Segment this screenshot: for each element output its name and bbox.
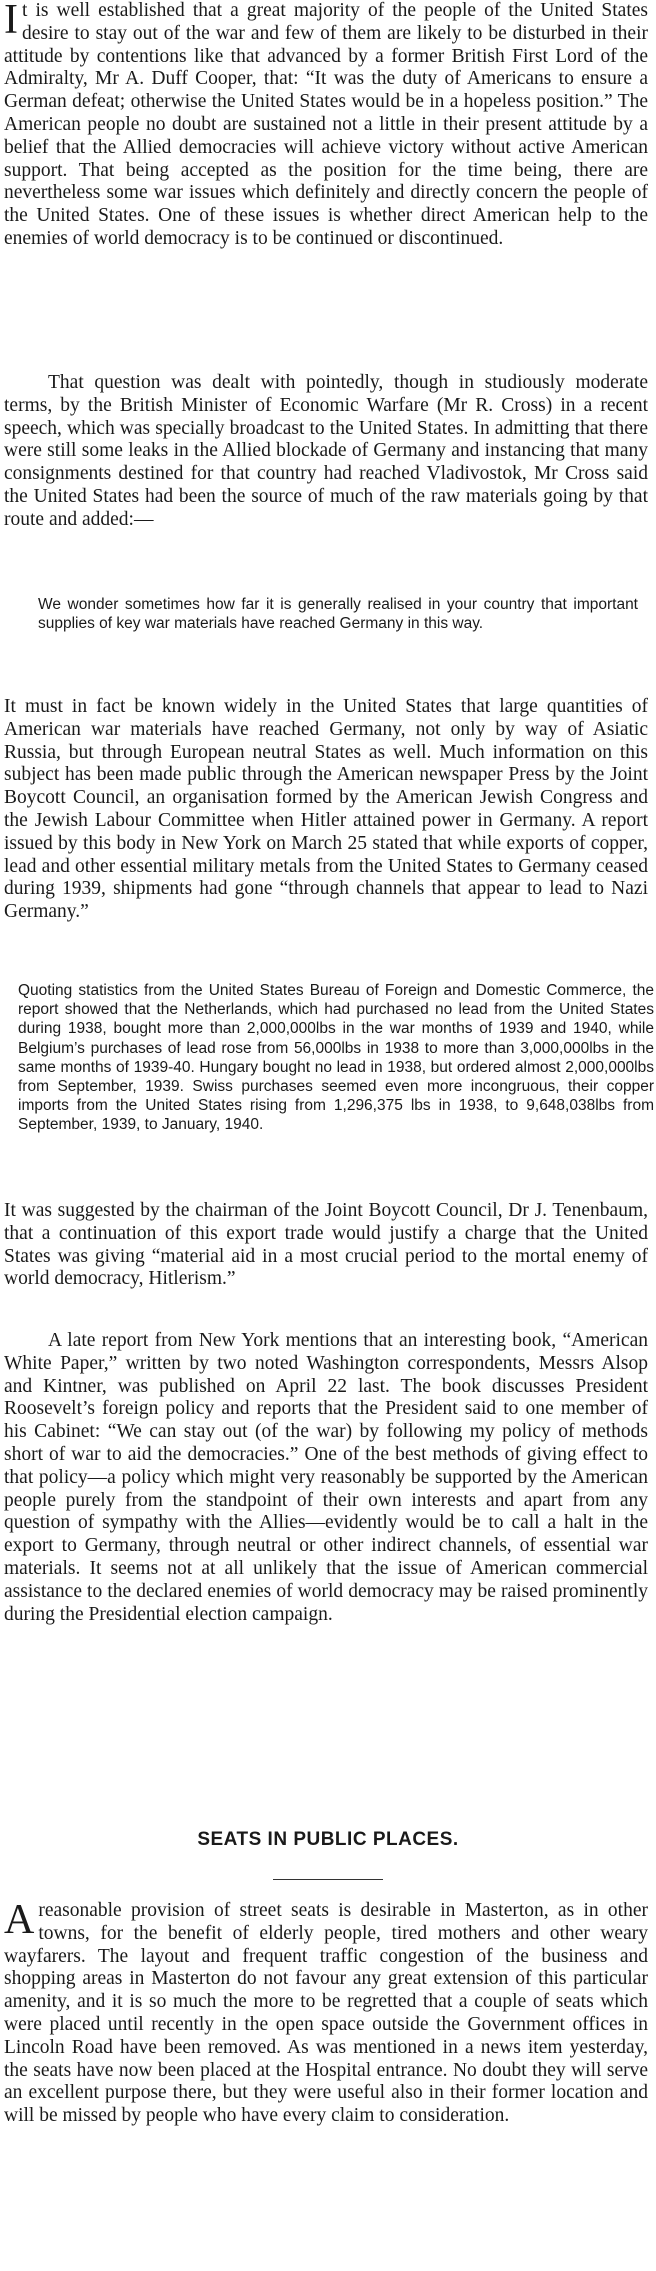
statistics-quote: Quoting statistics from the United States Bureau of Foreign and Domestic Commerce, the report showed that the Netherlands, which had purchased no lead from the United States during 1938, bought more than 2,000,000lbs in the war months of 1939 and 1940, while Belgium’s purchases of lead rose from 56,000lbs in 1938 to more than 3,000,000lbs in the same months of 1939-40. Hungary bought no lead in 1938, but ordered almost 2,000,000lbs from September, 1939. Swiss purchases seemed even more incongruous, their copper imports from the United States rising from 1,296,375 lbs in 1938, to 9,648,038lbs from September, 1939, to January, 1940. [18, 982, 654, 1134]
article1-paragraph-3: It must in fact be known widely in the United States that large quantities of American war materials have reached Germany, not only by way of Asiatic Russia, but through European neutral States as well. Much information on this subject has been made public through the American newspaper Press by the Joint Boycott Council, an organisation formed by the American Jewish Congress and the Jewish Labour Committee when Hitler attained power in Germany. A report issued by this body in New York on March 25 stated that while exports of copper, lead and other essential military metals from the United States to Germany ceased during 1939, shipments had gone “through channels that appear to lead to Nazi Germany.” [4, 696, 648, 923]
article1-paragraph-5: A late report from New York mentions that an interesting book, “American White Paper,” written by two noted Washington correspondents, Messrs Alsop and Kintner, was published on April 22 last. The book discusses President Roosevelt’s foreign policy and reports that the President said to one member of his Cabinet: “We can stay out (of the war) by following my policy of methods short of war to aid the democracies.” One of the best methods of giving effect to that policy—a policy which might very reasonably be supported by the American people purely from the standpoint of their own interests and apart from any question of sympathy with the Allies—evidently would be to call a halt in the export to Germany, through neutral or other indirect channels, of essential war materials. It seems not at all unlikely that the issue of American commercial assistance to the declared enemies of world democracy may be raised prominently during the Presidential election campaign. [4, 1330, 648, 1625]
article2-heading: SEATS IN PUBLIC PLACES. [197, 1829, 459, 1850]
heading-rule [273, 1879, 383, 1880]
article1-paragraph-1: It is well established that a great majority of the people of the United States desire to stay out of the war and few of them are likely to be disturbed in their attitude by contentions like that advanced by a former British First Lord of the Admiralty, Mr A. Duff Cooper, that: “It was the duty of Americans to ensure a German defeat; otherwise the United States would be in a hopeless position.” The American people no doubt are sustained not a little in their present attitude by a belief that the Allied democracies will achieve victory without active American support. That being accepted as the position for the time being, there are nevertheless some war issues which definitely and directly concern the people of the United States. One of these issues is whether direct American help to the enemies of world democracy is to be continued or discontinued. [4, 0, 648, 249]
article2-paragraph-1: Areasonable provision of street seats is desirable in Masterton, as in other towns, for the benefit of elderly people, tired mothers and other weary wayfarers. The layout and frequent traffic congestion of the business and shopping areas in Masterton do not favour any great extension of this particular amenity, and it is so much the more to be regretted that a couple of seats which were placed until recently in the open space outside the Government offices in Lincoln Road have been removed. As was mentioned in a news item yesterday, the seats have now been placed at the Hospital entrance. No doubt they will serve an excellent purpose there, but they were useful also in their former location and will be missed by people who have every claim to consideration. [4, 1897, 648, 2127]
article1-paragraph-2: That question was dealt with pointedly, though in studiously moderate terms, by the British Minister of Economic Warfare (Mr R. Cross) in a recent speech, which was specially broadcast to the United States. In admitting that there were still some leaks in the Allied blockade of Germany and instancing that many consignments destined for that country had reached Vladivostok, Mr Cross said the United States had been the source of much of the raw materials going by that route and added:— [4, 372, 648, 530]
article1-paragraph-4: It was suggested by the chairman of the Joint Boycott Council, Dr J. Tenenbaum, that a continuation of this export trade would justify a charge that the United States was giving “material aid in a most crucial period to the mortal enemy of world democracy, Hitlerism.” [4, 1200, 648, 1290]
blockquote-cross-speech: We wonder sometimes how far it is generally realised in your country that important supplies of key war materials have reached Germany in this way. [38, 596, 638, 633]
